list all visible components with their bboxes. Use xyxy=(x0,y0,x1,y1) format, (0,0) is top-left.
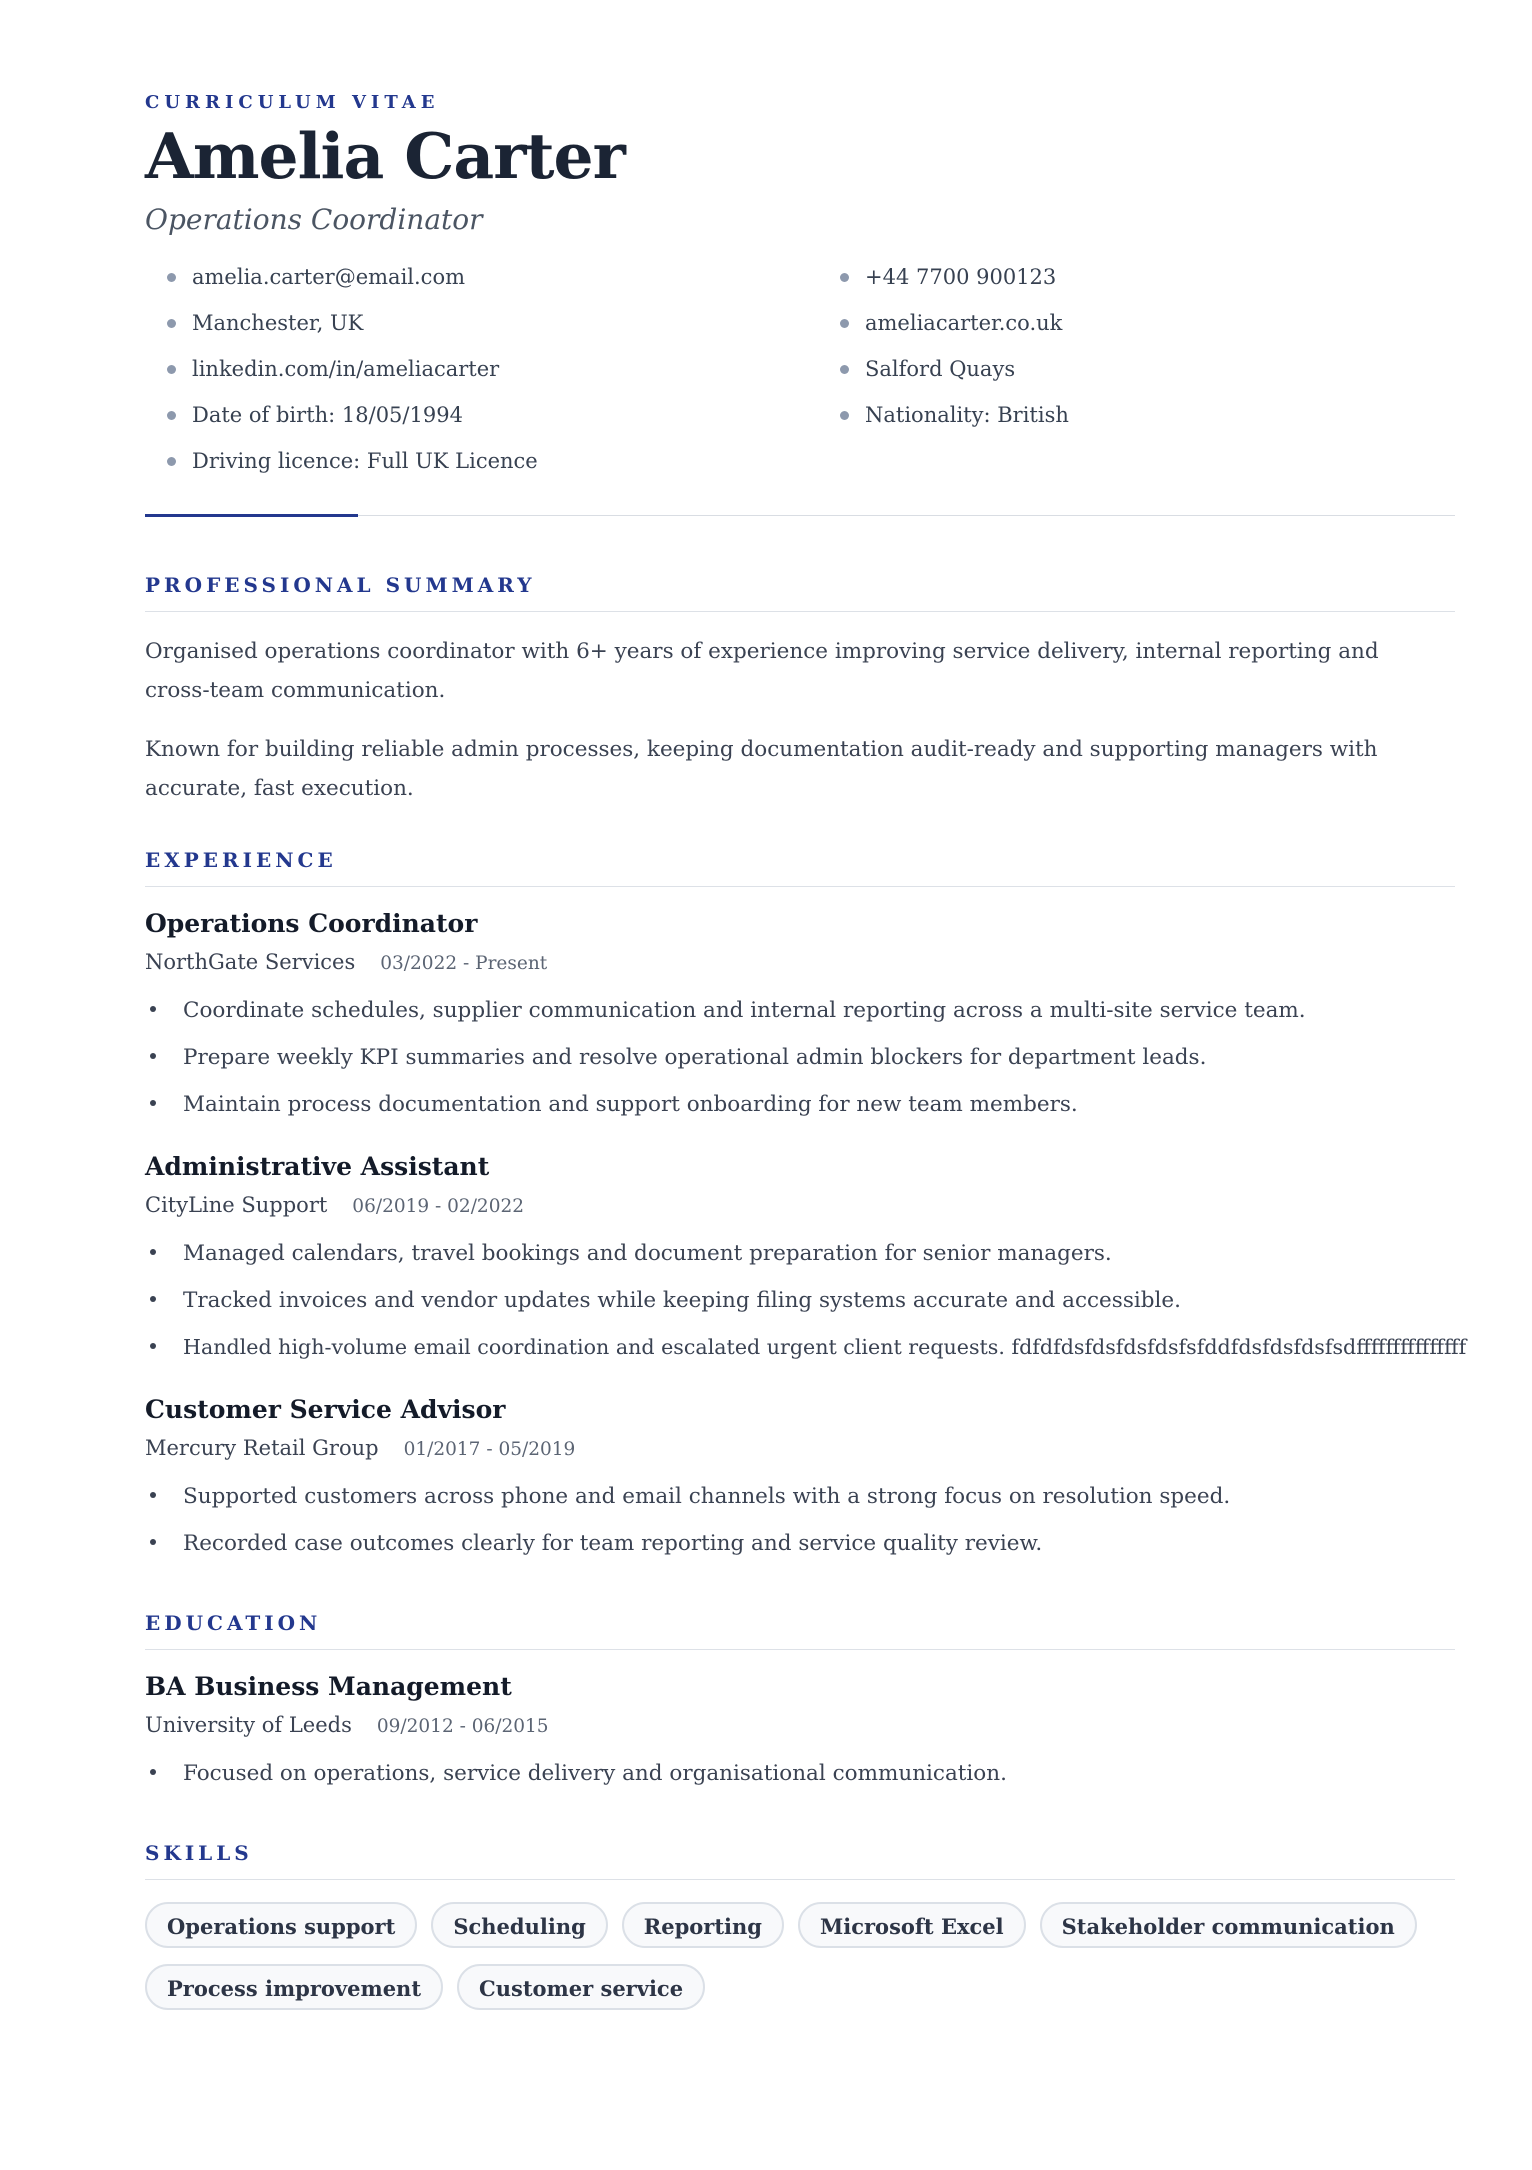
bullet-dot-icon xyxy=(150,1296,156,1302)
job-title: Operations Coordinator xyxy=(145,909,478,938)
contact-linkedin xyxy=(167,346,840,392)
bullet-dot-icon xyxy=(167,319,176,328)
bullet-dot-icon xyxy=(840,411,849,420)
section-title: SKILLS xyxy=(145,1841,1455,1880)
contact-area xyxy=(840,346,1440,392)
cv-page xyxy=(145,92,1467,2026)
contact-list xyxy=(145,254,1455,484)
bullet-text: Prepare weekly KPI summaries and resolve operational admin blockers for department leads. xyxy=(183,1045,1207,1070)
contact-column-right xyxy=(840,254,1440,484)
experience-entry xyxy=(145,1150,1467,1371)
summary-section xyxy=(145,573,1455,808)
list-item xyxy=(150,1324,1467,1371)
bullet-text: Maintain process documentation and support onboarding for new team members. xyxy=(183,1092,1078,1117)
skill-chip: Customer service xyxy=(457,1964,705,2010)
list-item xyxy=(150,1230,1455,1277)
education-meta xyxy=(145,1710,1455,1742)
skill-chip: Stakeholder communication xyxy=(1040,1902,1417,1948)
contact-phone xyxy=(840,254,1440,300)
bullet-dot-icon xyxy=(150,1053,156,1059)
summary-paragraph: Organised operations coordinator with 6+ years of experience improving service delivery, internal reporting and cross-team communication. xyxy=(145,639,1379,703)
contact-email xyxy=(167,254,840,300)
contact-website xyxy=(840,300,1440,346)
experience-section xyxy=(145,848,1467,1567)
list-item xyxy=(150,1081,1455,1128)
contact-date-of-birth xyxy=(167,392,840,438)
job-company: CityLine Support xyxy=(145,1193,328,1217)
contact-text: linkedin.com/in/ameliacarter xyxy=(192,357,500,381)
job-dates: 06/2019 - 02/2022 xyxy=(352,1196,525,1217)
contact-text: amelia.carter@email.com xyxy=(192,265,465,289)
skill-chip: Scheduling xyxy=(431,1902,607,1948)
bullet-dot-icon xyxy=(150,1492,156,1498)
skills-section xyxy=(145,1841,1455,2026)
bullet-text: Handled high-volume email coordination and escalated urgent client requests. fdfdfdsfdsfdsfdsfsfddfdsfdsfdsfsdfffffffffffffff xyxy=(183,1335,1467,1359)
bullet-dot-icon xyxy=(150,1249,156,1255)
section-title: EDUCATION xyxy=(145,1611,1455,1650)
summary-paragraph: Known for building reliable admin processes, keeping documentation audit-ready and supporting managers with accurate, fast execution. xyxy=(145,737,1378,801)
job-dates: 01/2017 - 05/2019 xyxy=(403,1439,576,1460)
job-dates: 03/2022 - Present xyxy=(380,953,548,974)
bullet-dot-icon xyxy=(840,365,849,374)
bullet-text: Focused on operations, service delivery and organisational communication. xyxy=(183,1761,1007,1786)
contact-text: Manchester, UK xyxy=(192,311,364,335)
candidate-role: Operations Coordinator xyxy=(145,203,483,236)
job-company: Mercury Retail Group xyxy=(145,1436,379,1460)
skill-chip: Operations support xyxy=(145,1902,417,1948)
contact-text: Date of birth: 18/05/1994 xyxy=(192,403,463,427)
contact-text: +44 7700 900123 xyxy=(865,265,1057,289)
education-dates: 09/2012 - 06/2015 xyxy=(376,1716,549,1737)
contact-text: ameliacarter.co.uk xyxy=(865,311,1063,335)
bullet-text: Recorded case outcomes clearly for team reporting and service quality review. xyxy=(183,1531,1043,1556)
bullet-dot-icon xyxy=(150,1769,156,1775)
skill-chip: Microsoft Excel xyxy=(798,1902,1026,1948)
list-item xyxy=(150,1034,1455,1081)
bullet-text: Managed calendars, travel bookings and document preparation for senior managers. xyxy=(183,1241,1112,1266)
contact-driving-licence xyxy=(167,438,840,484)
experience-entry xyxy=(145,1393,1455,1567)
bullet-dot-icon xyxy=(167,411,176,420)
skill-chip: Reporting xyxy=(622,1902,784,1948)
bullet-dot-icon xyxy=(167,273,176,282)
bullet-dot-icon xyxy=(167,457,176,466)
job-bullets xyxy=(145,1230,1467,1371)
list-item xyxy=(150,1277,1455,1324)
bullet-dot-icon xyxy=(150,1100,156,1106)
skill-chip: Process improvement xyxy=(145,1964,443,2010)
bullet-text: Supported customers across phone and email channels with a strong focus on resolution speed. xyxy=(183,1484,1231,1509)
header-divider xyxy=(145,514,1455,517)
bullet-text: Tracked invoices and vendor updates while keeping filing systems accurate and accessible. xyxy=(183,1288,1181,1313)
bullet-dot-icon xyxy=(150,1343,156,1349)
job-meta xyxy=(145,1433,1455,1465)
bullet-dot-icon xyxy=(150,1006,156,1012)
skills-list xyxy=(145,1902,1455,2026)
contact-text: Nationality: British xyxy=(865,403,1069,427)
candidate-name: Amelia Carter xyxy=(145,119,625,193)
cv-header xyxy=(145,92,1455,517)
degree-title: BA Business Management xyxy=(145,1672,512,1701)
education-section xyxy=(145,1611,1455,1797)
contact-column-left xyxy=(167,254,840,484)
list-item xyxy=(150,1520,1455,1567)
contact-text: Salford Quays xyxy=(865,357,1016,381)
experience-entry xyxy=(145,907,1455,1128)
header-divider-accent xyxy=(145,514,358,517)
bullet-dot-icon xyxy=(840,273,849,282)
job-title: Customer Service Advisor xyxy=(145,1395,506,1424)
job-title: Administrative Assistant xyxy=(145,1152,490,1181)
contact-nationality xyxy=(840,392,1440,438)
bullet-dot-icon xyxy=(840,319,849,328)
bullet-text: Coordinate schedules, supplier communication and internal reporting across a multi-site service team. xyxy=(183,998,1306,1023)
list-item xyxy=(150,1473,1455,1520)
bullet-dot-icon xyxy=(167,365,176,374)
document-eyebrow: CURRICULUM VITAE xyxy=(145,92,440,113)
list-item xyxy=(150,1750,1455,1797)
list-item xyxy=(150,987,1455,1034)
job-meta xyxy=(145,947,1455,979)
education-bullets xyxy=(145,1750,1455,1797)
section-title: EXPERIENCE xyxy=(145,848,1455,887)
contact-text: Driving licence: Full UK Licence xyxy=(192,449,538,473)
job-company: NorthGate Services xyxy=(145,950,356,974)
bullet-dot-icon xyxy=(150,1539,156,1545)
section-title: PROFESSIONAL SUMMARY xyxy=(145,573,1455,612)
job-bullets xyxy=(145,987,1455,1128)
contact-location xyxy=(167,300,840,346)
job-bullets xyxy=(145,1473,1455,1567)
education-entry xyxy=(145,1670,1455,1797)
job-meta xyxy=(145,1190,1455,1222)
institution: University of Leeds xyxy=(145,1713,352,1737)
